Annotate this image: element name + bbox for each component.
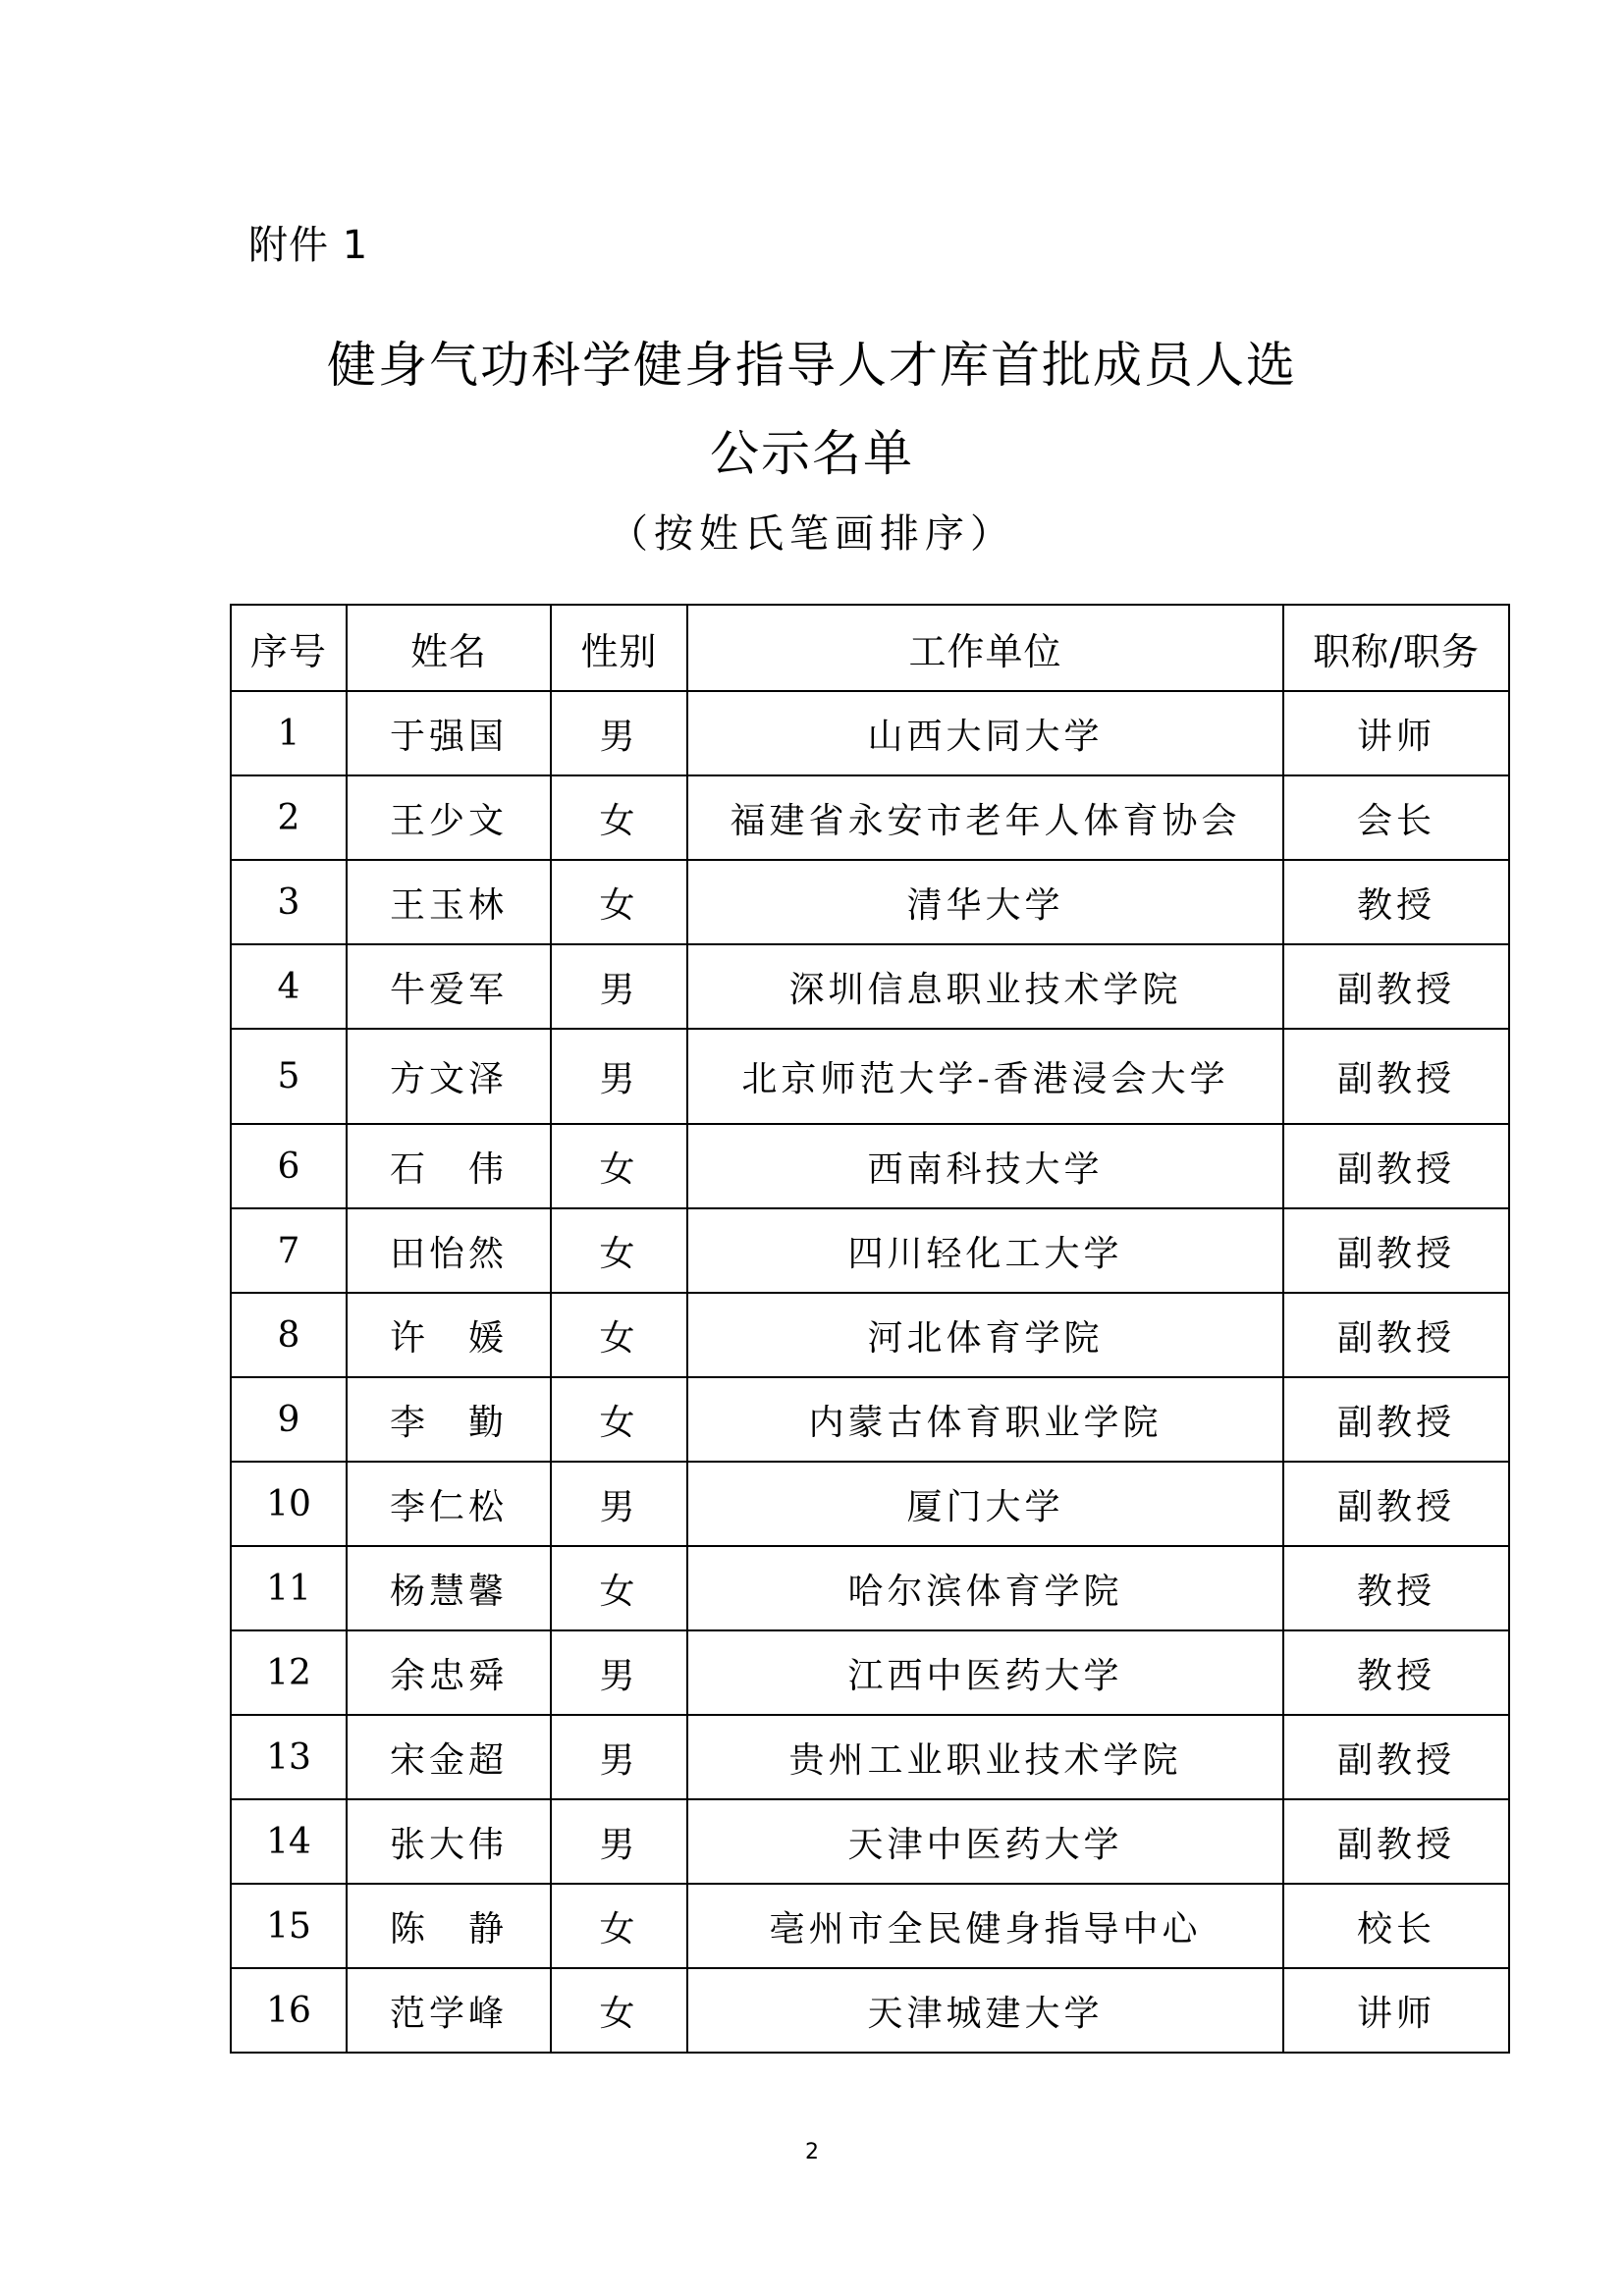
row-number: 9 [231,1377,347,1462]
table-row [231,944,1509,1029]
row-unit: 河北体育学院 [687,1293,1283,1377]
row-unit: 贵州工业职业技术学院 [687,1715,1283,1799]
row-title: 教授 [1283,1630,1509,1715]
row-name: 田怡然 [347,1208,551,1293]
row-unit: 北京师范大学-香港浸会大学 [687,1029,1283,1124]
row-number: 11 [231,1546,347,1630]
candidate-table [230,604,1510,2054]
row-title: 会长 [1283,775,1509,860]
row-gender: 女 [551,1884,687,1968]
row-name: 陈 静 [347,1884,551,1968]
row-name: 于强国 [347,691,551,775]
row-title: 副教授 [1283,1124,1509,1208]
row-number: 16 [231,1968,347,2053]
row-number: 12 [231,1630,347,1715]
table-row [231,1377,1509,1462]
row-gender: 女 [551,1968,687,2053]
row-name: 张大伟 [347,1799,551,1884]
table-row [231,1208,1509,1293]
row-name: 范学峰 [347,1968,551,2053]
document-title: 健身气功科学健身指导人才库首批成员人选 [327,337,1297,394]
table-row [231,691,1509,775]
row-gender: 女 [551,775,687,860]
row-number: 6 [231,1124,347,1208]
row-gender: 男 [551,944,687,1029]
row-number: 5 [231,1029,347,1124]
row-title: 教授 [1283,860,1509,944]
row-title: 讲师 [1283,1968,1509,2053]
row-title: 副教授 [1283,1462,1509,1546]
row-gender: 女 [551,860,687,944]
row-gender: 男 [551,1799,687,1884]
row-unit: 天津中医药大学 [687,1799,1283,1884]
row-name: 王玉林 [347,860,551,944]
row-number: 8 [231,1293,347,1377]
row-gender: 男 [551,1630,687,1715]
column-header-name: 姓名 [347,605,551,691]
row-gender: 男 [551,1029,687,1124]
row-name: 宋金超 [347,1715,551,1799]
row-number: 3 [231,860,347,944]
row-unit: 福建省永安市老年人体育协会 [687,775,1283,860]
row-unit: 哈尔滨体育学院 [687,1546,1283,1630]
row-number: 13 [231,1715,347,1799]
row-unit: 内蒙古体育职业学院 [687,1377,1283,1462]
row-gender: 男 [551,1715,687,1799]
table-row [231,1968,1509,2053]
row-unit: 四川轻化工大学 [687,1208,1283,1293]
row-unit: 西南科技大学 [687,1124,1283,1208]
row-name: 王少文 [347,775,551,860]
table-row [231,1462,1509,1546]
row-title: 副教授 [1283,1029,1509,1124]
sort-note: （按姓氏笔画排序） [609,511,1015,557]
table-row [231,1799,1509,1884]
row-name: 牛爱军 [347,944,551,1029]
row-number: 10 [231,1462,347,1546]
row-title: 讲师 [1283,691,1509,775]
row-name: 方文泽 [347,1029,551,1124]
row-gender: 男 [551,1462,687,1546]
table-row [231,1884,1509,1968]
row-number: 2 [231,775,347,860]
table-row [231,1029,1509,1124]
table-row [231,1715,1509,1799]
row-name: 许 媛 [347,1293,551,1377]
row-number: 14 [231,1799,347,1884]
page-number: 2 [805,2140,819,2164]
row-unit: 亳州市全民健身指导中心 [687,1884,1283,1968]
row-title: 副教授 [1283,1208,1509,1293]
row-title: 校长 [1283,1884,1509,1968]
row-unit: 江西中医药大学 [687,1630,1283,1715]
column-header-gender: 性别 [551,605,687,691]
row-gender: 男 [551,691,687,775]
row-number: 7 [231,1208,347,1293]
column-header-title: 职称/职务 [1283,605,1509,691]
table-row [231,860,1509,944]
attachment-label: 附件 1 [248,223,369,268]
row-title: 教授 [1283,1546,1509,1630]
row-name: 李 勤 [347,1377,551,1462]
row-name: 杨慧馨 [347,1546,551,1630]
row-gender: 女 [551,1208,687,1293]
row-number: 1 [231,691,347,775]
row-title: 副教授 [1283,1715,1509,1799]
row-unit: 天津城建大学 [687,1968,1283,2053]
table-row [231,775,1509,860]
row-name: 石 伟 [347,1124,551,1208]
column-header-number: 序号 [231,605,347,691]
row-unit: 厦门大学 [687,1462,1283,1546]
row-name: 李仁松 [347,1462,551,1546]
table-row [231,1630,1509,1715]
row-title: 副教授 [1283,1377,1509,1462]
row-unit: 山西大同大学 [687,691,1283,775]
row-gender: 女 [551,1124,687,1208]
row-name: 余忠舜 [347,1630,551,1715]
table-header-row [231,605,1509,691]
document-title-line2: 公示名单 [710,425,914,482]
row-number: 15 [231,1884,347,1968]
row-gender: 女 [551,1293,687,1377]
column-header-unit: 工作单位 [687,605,1283,691]
table-row [231,1293,1509,1377]
row-title: 副教授 [1283,1293,1509,1377]
row-gender: 女 [551,1546,687,1630]
row-gender: 女 [551,1377,687,1462]
row-title: 副教授 [1283,944,1509,1029]
row-unit: 清华大学 [687,860,1283,944]
row-unit: 深圳信息职业技术学院 [687,944,1283,1029]
row-number: 4 [231,944,347,1029]
table-row [231,1546,1509,1630]
row-title: 副教授 [1283,1799,1509,1884]
table-row [231,1124,1509,1208]
